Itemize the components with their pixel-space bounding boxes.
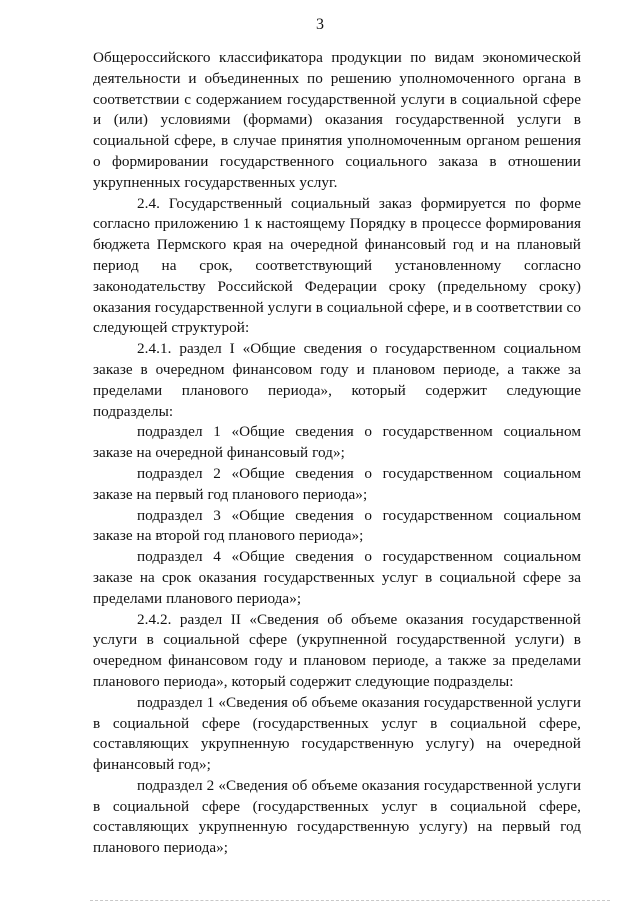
subsection-2-1: подраздел 1 «Сведения об объеме оказания государственной услуги в социальной сфере (государственных услуг в социальной сфере, составляющих укрупненную государственную услугу) на очередной финансовый год»;	[93, 693, 581, 774]
scan-edge-line	[90, 900, 610, 902]
page-number: 3	[316, 16, 324, 33]
subsection-1-2: подраздел 2 «Общие сведения о государственном социальном заказе на первый год планового периода»;	[93, 464, 581, 503]
paragraph-2-4: 2.4. Государственный социальный заказ формируется по форме согласно приложению 1 к настоящему Порядку в процессе формирования бюджета Пермского края на очередной финансовый год и на плановый период на срок, соответствующий установленному согласно законодательству Российской Федерации сроку (предельному сроку) оказания государственной услуги в социальной сфере, и в соответствии со следующей структурой:	[93, 194, 581, 337]
subsection-1-4: подраздел 4 «Общие сведения о государственном социальном заказе на срок оказания государственных услуг в социальной сфере за пределами планового периода»;	[93, 548, 581, 607]
subsection-1-1: подраздел 1 «Общие сведения о государственном социальном заказе на очередной финансовый год»;	[93, 423, 581, 462]
subsection-1-3: подраздел 3 «Общие сведения о государственном социальном заказе на второй год планового периода»;	[93, 506, 581, 545]
document-body	[93, 48, 581, 859]
paragraph-continuation: Общероссийского классификатора продукции по видам экономической деятельности и объединенных по решению уполномоченного органа в соответствии с содержанием государственной услуги в социальной сфере и (или) условиями (формами) оказания государственной услуги в социальной сфере, в случае принятия уполномоченным органом решения о формировании государственного социального заказа в отношении укрупненных государственных услуг.	[93, 49, 581, 191]
subsection-2-2: подраздел 2 «Сведения об объеме оказания государственной услуги в социальной сфере (государственных услуг в социальной сфере, составляющих укрупненную государственную услугу) на первый год планового периода»;	[93, 776, 581, 857]
paragraph-2-4-1: 2.4.1. раздел I «Общие сведения о государственном социальном заказе в очередном финансовом году и плановом периоде, а также за пределами планового периода», который содержит следующие подразделы:	[93, 340, 581, 420]
paragraph-2-4-2: 2.4.2. раздел II «Сведения об объеме оказания государственной услуги в социальной сфере (укрупненной государственной услуги) в очередном финансовом году и плановом периоде, а также за пределами планового периода», который содержит следующие подразделы:	[93, 610, 581, 690]
